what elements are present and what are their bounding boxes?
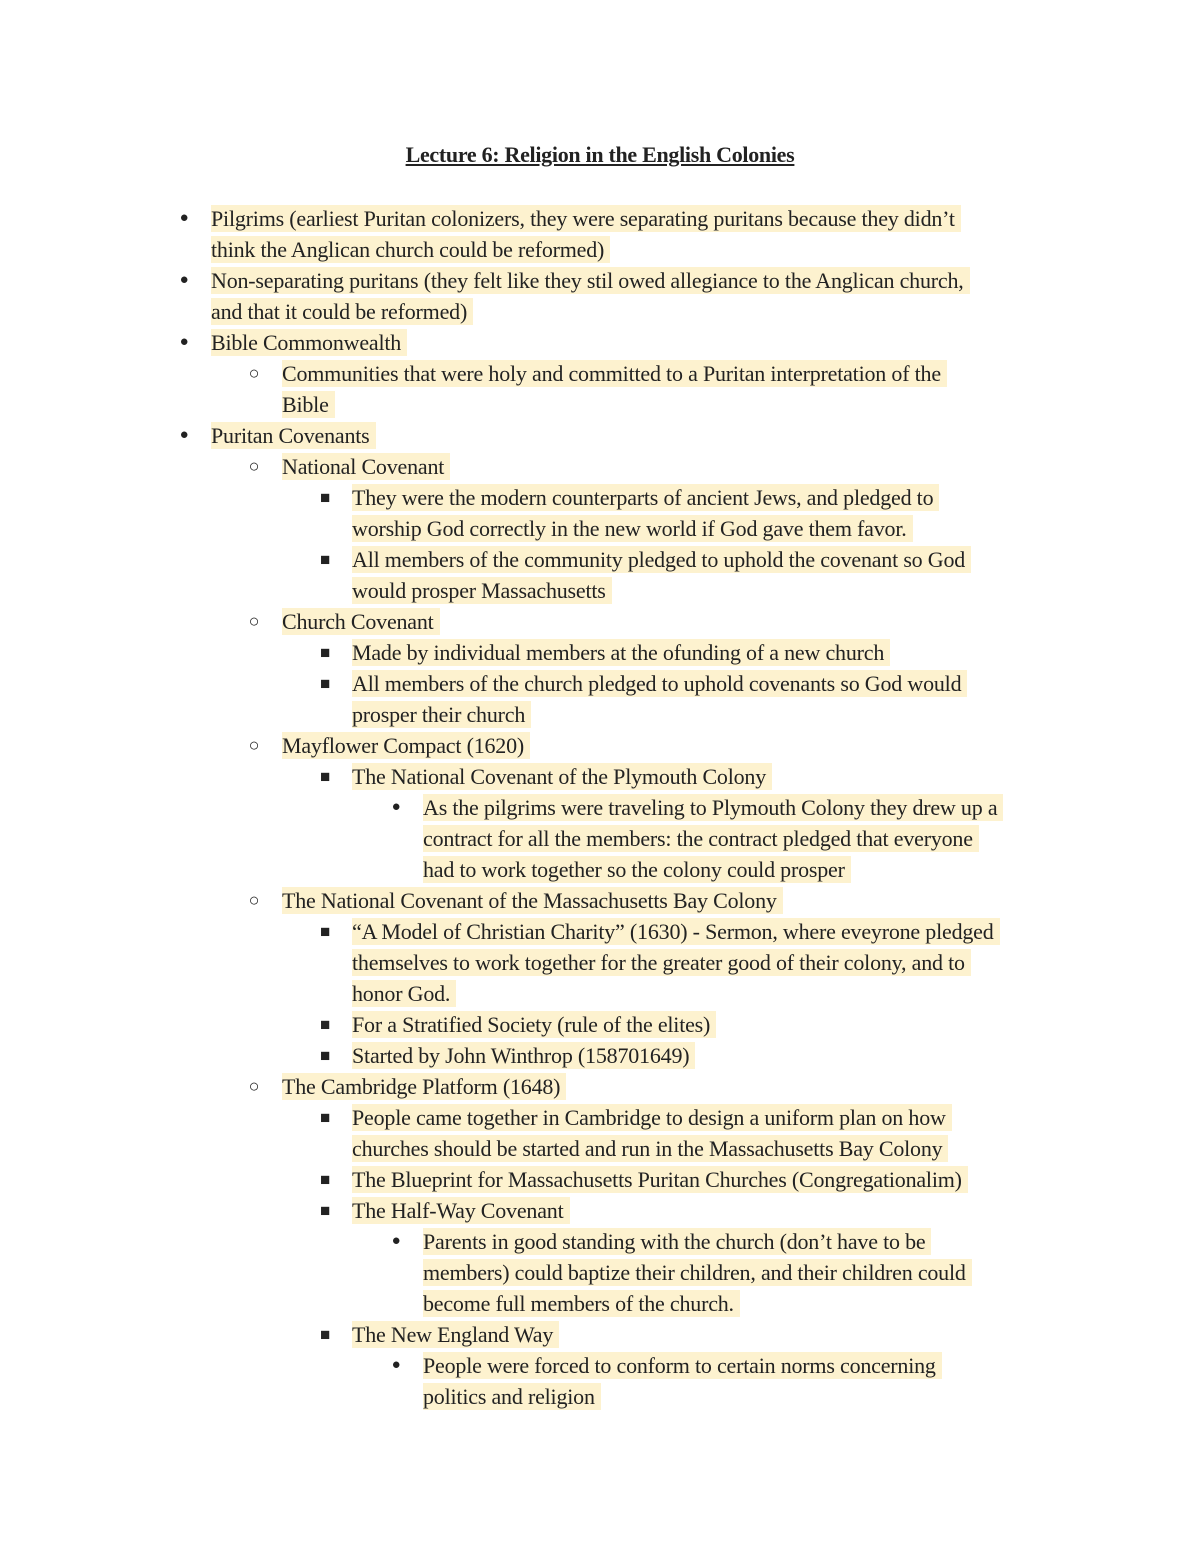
list-item (0, 761, 1200, 792)
highlighted-line: Bible Commonwealth (211, 329, 407, 356)
list-item-text (352, 1102, 1200, 1164)
list-item-text (423, 792, 1200, 885)
list-item-text (352, 1164, 1200, 1195)
square-bullet-icon: ■ (319, 767, 331, 786)
highlighted-line: honor God. (352, 980, 456, 1007)
list-item (0, 265, 1200, 327)
highlighted-line: Pilgrims (earliest Puritan colonizers, they were separating puritans because they didn’t (211, 205, 961, 232)
highlighted-line: All members of the church pledged to uphold covenants so God would (352, 670, 967, 697)
list-item-text (352, 668, 1200, 730)
highlighted-line: The National Covenant of the Plymouth Colony (352, 763, 772, 790)
highlighted-line: politics and religion (423, 1383, 601, 1410)
highlighted-line: People came together in Cambridge to design a uniform plan on how (352, 1104, 952, 1131)
highlighted-line: Communities that were holy and committed to a Puritan interpretation of the (282, 360, 947, 387)
highlighted-line: The Blueprint for Massachusetts Puritan Churches (Congregationalim) (352, 1166, 968, 1193)
highlighted-line: National Covenant (282, 453, 450, 480)
list-item (0, 1226, 1200, 1319)
list-item-text (282, 885, 1200, 916)
list-item-text (352, 544, 1200, 606)
hollow-circle-bullet-icon: ○ (248, 611, 260, 631)
highlighted-line: Puritan Covenants (211, 422, 376, 449)
square-bullet-icon: ■ (319, 922, 331, 941)
highlighted-line: The New England Way (352, 1321, 559, 1348)
highlighted-line: prosper their church (352, 701, 531, 728)
highlighted-line: members) could baptize their children, and their children could (423, 1259, 972, 1286)
list-item (0, 1350, 1200, 1412)
highlighted-line: Non-separating puritans (they felt like they stil owed allegiance to the Anglican church, (211, 267, 970, 294)
highlighted-line: People were forced to conform to certain norms concerning (423, 1352, 942, 1379)
list-item (0, 451, 1200, 482)
list-item (0, 1164, 1200, 1195)
highlighted-line: Started by John Winthrop (158701649) (352, 1042, 695, 1069)
highlighted-line: would prosper Massachusetts (352, 577, 612, 604)
filled-circle-bullet-icon: ● (179, 427, 189, 443)
list-item (0, 792, 1200, 885)
highlighted-line: churches should be started and run in the Massachusetts Bay Colony (352, 1135, 948, 1162)
list-item-text (282, 606, 1200, 637)
highlighted-line: think the Anglican church could be reformed) (211, 236, 610, 263)
hollow-circle-bullet-icon: ○ (248, 890, 260, 910)
highlighted-line: The Cambridge Platform (1648) (282, 1073, 566, 1100)
list-item-text (423, 1350, 1200, 1412)
list-item-text (352, 637, 1200, 668)
list-item-text (211, 203, 1200, 265)
list-item (0, 203, 1200, 265)
filled-circle-bullet-icon: ● (391, 1357, 401, 1373)
highlighted-line: The Half-Way Covenant (352, 1197, 570, 1224)
hollow-circle-bullet-icon: ○ (248, 363, 260, 383)
list-item (0, 1319, 1200, 1350)
square-bullet-icon: ■ (319, 550, 331, 569)
highlighted-line: “A Model of Christian Charity” (1630) - Sermon, where eveyrone pledged (352, 918, 1000, 945)
list-item-text (352, 916, 1200, 1009)
list-item (0, 1195, 1200, 1226)
list-item-text (352, 761, 1200, 792)
highlighted-line: Church Covenant (282, 608, 440, 635)
square-bullet-icon: ■ (319, 1325, 331, 1344)
bullet-outline (0, 203, 1200, 1412)
list-item (0, 668, 1200, 730)
list-item (0, 1102, 1200, 1164)
square-bullet-icon: ■ (319, 643, 331, 662)
highlighted-line: Parents in good standing with the church (don’t have to be (423, 1228, 931, 1255)
highlighted-line: The National Covenant of the Massachusetts Bay Colony (282, 887, 783, 914)
highlighted-line: worship God correctly in the new world if God gave them favor. (352, 515, 913, 542)
square-bullet-icon: ■ (319, 674, 331, 693)
list-item (0, 420, 1200, 451)
square-bullet-icon: ■ (319, 1170, 331, 1189)
list-item-text (211, 265, 1200, 327)
square-bullet-icon: ■ (319, 488, 331, 507)
filled-circle-bullet-icon: ● (391, 1233, 401, 1249)
list-item-text (282, 358, 1200, 420)
list-item (0, 916, 1200, 1009)
highlighted-line: Made by individual members at the ofunding of a new church (352, 639, 890, 666)
highlighted-line: Bible (282, 391, 335, 418)
highlighted-line: contract for all the members: the contract pledged that everyone (423, 825, 979, 852)
highlighted-line: They were the modern counterparts of ancient Jews, and pledged to (352, 484, 939, 511)
list-item (0, 327, 1200, 358)
highlighted-line: As the pilgrims were traveling to Plymouth Colony they drew up a (423, 794, 1003, 821)
list-item-text (352, 1040, 1200, 1071)
highlighted-line: had to work together so the colony could prosper (423, 856, 851, 883)
list-item-text (282, 730, 1200, 761)
square-bullet-icon: ■ (319, 1201, 331, 1220)
filled-circle-bullet-icon: ● (179, 334, 189, 350)
highlighted-line: themselves to work together for the greater good of their colony, and to (352, 949, 971, 976)
list-item-text (211, 420, 1200, 451)
list-item (0, 885, 1200, 916)
list-item-text (352, 482, 1200, 544)
square-bullet-icon: ■ (319, 1015, 331, 1034)
list-item (0, 730, 1200, 761)
highlighted-line: and that it could be reformed) (211, 298, 473, 325)
list-item-text (352, 1009, 1200, 1040)
list-item (0, 637, 1200, 668)
list-item (0, 1009, 1200, 1040)
square-bullet-icon: ■ (319, 1046, 331, 1065)
list-item (0, 606, 1200, 637)
list-item-text (282, 1071, 1200, 1102)
hollow-circle-bullet-icon: ○ (248, 1076, 260, 1096)
list-item-text (423, 1226, 1200, 1319)
hollow-circle-bullet-icon: ○ (248, 456, 260, 476)
square-bullet-icon: ■ (319, 1108, 331, 1127)
filled-circle-bullet-icon: ● (179, 210, 189, 226)
list-item (0, 1040, 1200, 1071)
list-item-text (352, 1195, 1200, 1226)
filled-circle-bullet-icon: ● (179, 272, 189, 288)
highlighted-line: For a Stratified Society (rule of the elites) (352, 1011, 716, 1038)
list-item (0, 482, 1200, 544)
list-item (0, 544, 1200, 606)
list-item-text (211, 327, 1200, 358)
highlighted-line: become full members of the church. (423, 1290, 740, 1317)
document-title: Lecture 6: Religion in the English Colonies (405, 142, 795, 167)
list-item-text (352, 1319, 1200, 1350)
list-item (0, 358, 1200, 420)
list-item (0, 1071, 1200, 1102)
hollow-circle-bullet-icon: ○ (248, 735, 260, 755)
list-item-text (282, 451, 1200, 482)
highlighted-line: Mayflower Compact (1620) (282, 732, 530, 759)
highlighted-line: All members of the community pledged to uphold the covenant so God (352, 546, 971, 573)
filled-circle-bullet-icon: ● (391, 799, 401, 815)
